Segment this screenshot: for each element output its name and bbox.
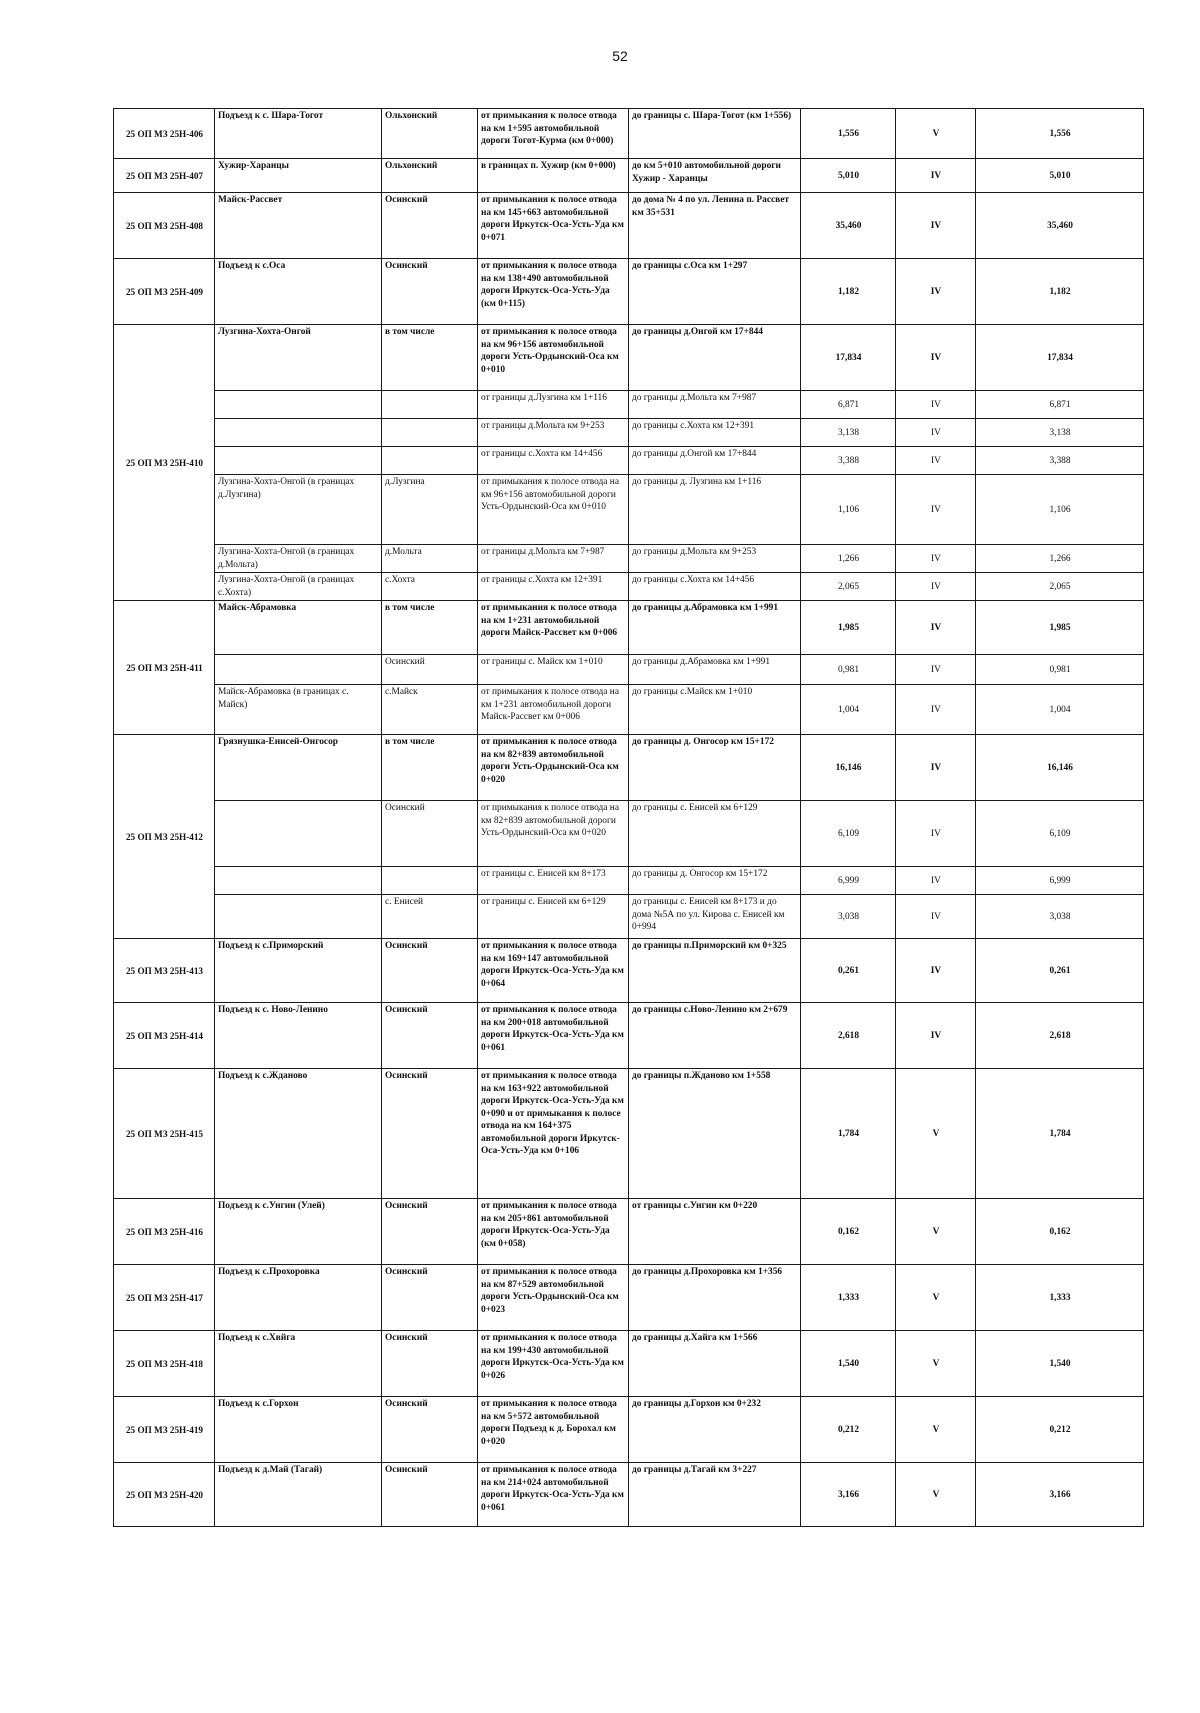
table-row [114, 895, 1144, 939]
length-km: 1,556 [801, 109, 896, 159]
category: V [896, 109, 976, 159]
category: IV [896, 601, 976, 655]
area: Осинский [382, 1003, 478, 1069]
from-point: от границы д.Мольта км 9+253 [478, 419, 629, 447]
total-length-km: 3,388 [976, 447, 1144, 475]
from-point: от границы с.Хохта км 12+391 [478, 573, 629, 601]
from-point: от примыкания к полосе отвода на км 138+490 автомобильной дороги Иркутск-Оса-Усть-Уда (км 0+115) [478, 259, 629, 325]
category: V [896, 1331, 976, 1397]
road-name [215, 655, 382, 685]
total-length-km: 1,556 [976, 109, 1144, 159]
length-km: 1,784 [801, 1069, 896, 1199]
total-length-km: 35,460 [976, 193, 1144, 259]
from-point: от примыкания к полосе отвода на км 87+529 автомобильной дороги Усть-Ордынский-Оса км 0+023 [478, 1265, 629, 1331]
category: IV [896, 545, 976, 573]
to-point: до км 5+010 автомобильной дороги Хужир - Харанцы [629, 159, 801, 193]
road-code: 25 ОП МЗ 25Н-419 [114, 1397, 215, 1463]
category: IV [896, 867, 976, 895]
length-km: 3,166 [801, 1463, 896, 1527]
from-point: от примыкания к полосе отвода на км 200+018 автомобильной дороги Иркутск-Оса-Усть-Уда км 0+061 [478, 1003, 629, 1069]
table-row [114, 1331, 1144, 1397]
to-point: до границы с. Енисей км 6+129 [629, 801, 801, 867]
total-length-km: 6,871 [976, 391, 1144, 419]
table-row [114, 1199, 1144, 1265]
area: с. Енисей [382, 895, 478, 939]
table-row [114, 159, 1144, 193]
length-km: 6,999 [801, 867, 896, 895]
road-name: Грязнушка-Енисей-Онгосор [215, 735, 382, 801]
total-length-km: 0,162 [976, 1199, 1144, 1265]
total-length-km: 0,981 [976, 655, 1144, 685]
table-row [114, 601, 1144, 655]
road-name: Подъезд к с.Оса [215, 259, 382, 325]
road-name: Подъезд к с. Шара-Тогот [215, 109, 382, 159]
total-length-km: 1,985 [976, 601, 1144, 655]
road-name [215, 895, 382, 939]
category: IV [896, 939, 976, 1003]
total-length-km: 17,834 [976, 325, 1144, 391]
length-km: 0,261 [801, 939, 896, 1003]
total-length-km: 6,999 [976, 867, 1144, 895]
table-row [114, 1397, 1144, 1463]
category: V [896, 1463, 976, 1527]
from-point: от примыкания к полосе отвода на км 145+663 автомобильной дороги Иркутск-Оса-Усть-Уда км 0+071 [478, 193, 629, 259]
from-point: в границах п. Хужир (км 0+000) [478, 159, 629, 193]
table-row [114, 325, 1144, 391]
page-number: 52 [612, 48, 628, 64]
category: IV [896, 685, 976, 735]
table-body [114, 109, 1144, 1527]
from-point: от границы с. Енисей км 6+129 [478, 895, 629, 939]
table-row [114, 1265, 1144, 1331]
to-point: до границы д. Онгосор км 15+172 [629, 867, 801, 895]
area: Осинский [382, 193, 478, 259]
length-km: 1,540 [801, 1331, 896, 1397]
road-name: Лузгина-Хохта-Онгой (в границах д.Мольта) [215, 545, 382, 573]
total-length-km: 3,138 [976, 419, 1144, 447]
total-length-km: 6,109 [976, 801, 1144, 867]
road-name: Подъезд к с. Ново-Ленино [215, 1003, 382, 1069]
area: Осинский [382, 939, 478, 1003]
from-point: от примыкания к полосе отвода на км 1+595 автомобильной дороги Тогот-Курма (км 0+000) [478, 109, 629, 159]
table-row [114, 573, 1144, 601]
total-length-km: 1,540 [976, 1331, 1144, 1397]
area: в том числе [382, 325, 478, 391]
road-name: Подъезд к с.Прохоровка [215, 1265, 382, 1331]
category: V [896, 1265, 976, 1331]
total-length-km: 1,106 [976, 475, 1144, 545]
length-km: 1,004 [801, 685, 896, 735]
area: Осинский [382, 801, 478, 867]
length-km: 16,146 [801, 735, 896, 801]
table-row [114, 545, 1144, 573]
area: Осинский [382, 259, 478, 325]
table-row [114, 391, 1144, 419]
category: IV [896, 419, 976, 447]
road-name: Майск-Абрамовка (в границах с. Майск) [215, 685, 382, 735]
to-point: до границы с.Ново-Ленино км 2+679 [629, 1003, 801, 1069]
area: Осинский [382, 1265, 478, 1331]
to-point: до границы д.Мольта км 9+253 [629, 545, 801, 573]
to-point: до границы с.Оса км 1+297 [629, 259, 801, 325]
category: IV [896, 391, 976, 419]
length-km: 2,618 [801, 1003, 896, 1069]
area: Осинский [382, 1199, 478, 1265]
total-length-km: 1,004 [976, 685, 1144, 735]
category: V [896, 1397, 976, 1463]
from-point: от примыкания к полосе отвода на км 1+231 автомобильной дороги Майск-Рассвет км 0+006 [478, 601, 629, 655]
length-km: 6,109 [801, 801, 896, 867]
total-length-km: 5,010 [976, 159, 1144, 193]
length-km: 0,212 [801, 1397, 896, 1463]
road-name: Подъезд к с.Приморский [215, 939, 382, 1003]
table-row [114, 109, 1144, 159]
table-row [114, 1069, 1144, 1199]
road-code: 25 ОП МЗ 25Н-415 [114, 1069, 215, 1199]
category: IV [896, 735, 976, 801]
area: в том числе [382, 601, 478, 655]
road-name [215, 391, 382, 419]
length-km: 0,981 [801, 655, 896, 685]
to-point: до границы с.Хохта км 14+456 [629, 573, 801, 601]
road-code: 25 ОП МЗ 25Н-407 [114, 159, 215, 193]
category: IV [896, 895, 976, 939]
total-length-km: 16,146 [976, 735, 1144, 801]
road-register-table [113, 108, 1144, 1527]
to-point: до границы д.Горхон км 0+232 [629, 1397, 801, 1463]
road-code: 25 ОП МЗ 25Н-408 [114, 193, 215, 259]
category: IV [896, 573, 976, 601]
table-row [114, 801, 1144, 867]
category: IV [896, 447, 976, 475]
road-name [215, 801, 382, 867]
table-row [114, 1003, 1144, 1069]
road-code: 25 ОП МЗ 25Н-412 [114, 735, 215, 939]
to-point: до границы д.Абрамовка км 1+991 [629, 655, 801, 685]
category: IV [896, 259, 976, 325]
total-length-km: 0,212 [976, 1397, 1144, 1463]
to-point: до границы п.Приморский км 0+325 [629, 939, 801, 1003]
road-name [215, 419, 382, 447]
length-km: 3,388 [801, 447, 896, 475]
road-code: 25 ОП МЗ 25Н-413 [114, 939, 215, 1003]
road-name: Майск-Абрамовка [215, 601, 382, 655]
from-point: от границы с.Хохта км 14+456 [478, 447, 629, 475]
from-point: от границы с. Майск км 1+010 [478, 655, 629, 685]
table-row [114, 685, 1144, 735]
total-length-km: 1,333 [976, 1265, 1144, 1331]
from-point: от примыкания к полосе отвода на км 1+231 автомобильной дороги Майск-Рассвет км 0+006 [478, 685, 629, 735]
table-row [114, 735, 1144, 801]
road-code: 25 ОП МЗ 25Н-409 [114, 259, 215, 325]
length-km: 3,038 [801, 895, 896, 939]
from-point: от примыкания к полосе отвода на км 205+861 автомобильной дороги Иркутск-Оса-Усть-Уда (км 0+058) [478, 1199, 629, 1265]
to-point: до границы д.Хайга км 1+566 [629, 1331, 801, 1397]
category: IV [896, 1003, 976, 1069]
area [382, 391, 478, 419]
area: Осинский [382, 1463, 478, 1527]
from-point: от границы д.Лузгина км 1+116 [478, 391, 629, 419]
road-code: 25 ОП МЗ 25Н-417 [114, 1265, 215, 1331]
length-km: 1,266 [801, 545, 896, 573]
to-point: до дома № 4 по ул. Ленина п. Рассвет км 35+531 [629, 193, 801, 259]
from-point: от примыкания к полосе отвода на км 82+839 автомобильной дороги Усть-Ордынский-Оса км 0+020 [478, 801, 629, 867]
table-row [114, 867, 1144, 895]
total-length-km: 2,618 [976, 1003, 1144, 1069]
from-point: от примыкания к полосе отвода на км 96+156 автомобильной дороги Усть-Ордынский-Оса км 0+010 [478, 475, 629, 545]
road-name [215, 867, 382, 895]
area: Ольхонский [382, 159, 478, 193]
to-point: до границы с. Енисей км 8+173 и до дома №5А по ул. Кирова с. Енисей км 0+994 [629, 895, 801, 939]
area: д.Мольта [382, 545, 478, 573]
category: IV [896, 159, 976, 193]
length-km: 1,985 [801, 601, 896, 655]
to-point: до границы с.Хохта км 12+391 [629, 419, 801, 447]
to-point: до границы д.Абрамовка км 1+991 [629, 601, 801, 655]
length-km: 35,460 [801, 193, 896, 259]
road-code: 25 ОП МЗ 25Н-414 [114, 1003, 215, 1069]
total-length-km: 1,784 [976, 1069, 1144, 1199]
table-row [114, 655, 1144, 685]
length-km: 3,138 [801, 419, 896, 447]
length-km: 0,162 [801, 1199, 896, 1265]
table-row [114, 259, 1144, 325]
road-name: Подъезд к д.Май (Тагай) [215, 1463, 382, 1527]
category: IV [896, 655, 976, 685]
to-point: до границы д.Тагай км 3+227 [629, 1463, 801, 1527]
table-row [114, 447, 1144, 475]
length-km: 17,834 [801, 325, 896, 391]
area: Осинский [382, 655, 478, 685]
road-name: Лузгина-Хохта-Онгой [215, 325, 382, 391]
length-km: 1,333 [801, 1265, 896, 1331]
from-point: от примыкания к полосе отвода на км 82+839 автомобильной дороги Усть-Ордынский-Оса км 0+020 [478, 735, 629, 801]
table-row [114, 939, 1144, 1003]
length-km: 1,106 [801, 475, 896, 545]
area: Осинский [382, 1331, 478, 1397]
road-name: Подъезд к с.Жданово [215, 1069, 382, 1199]
category: V [896, 1199, 976, 1265]
road-name: Хужир-Харанцы [215, 159, 382, 193]
area: в том числе [382, 735, 478, 801]
road-name: Подъезд к с.Унгин (Улей) [215, 1199, 382, 1265]
road-name: Лузгина-Хохта-Онгой (в границах с.Хохта) [215, 573, 382, 601]
length-km: 2,065 [801, 573, 896, 601]
category: V [896, 1069, 976, 1199]
area: с.Хохта [382, 573, 478, 601]
total-length-km: 2,065 [976, 573, 1144, 601]
length-km: 5,010 [801, 159, 896, 193]
area [382, 867, 478, 895]
area [382, 447, 478, 475]
from-point: от границы д.Мольта км 7+987 [478, 545, 629, 573]
to-point: до границы д. Лузгина км 1+116 [629, 475, 801, 545]
to-point: до границы д.Онгой км 17+844 [629, 325, 801, 391]
road-code: 25 ОП МЗ 25Н-411 [114, 601, 215, 735]
category: IV [896, 475, 976, 545]
to-point: до границы д. Онгосор км 15+172 [629, 735, 801, 801]
to-point: до границы с. Шара-Тогот (км 1+556) [629, 109, 801, 159]
from-point: от примыкания к полосе отвода на км 5+572 автомобильной дороги Подъезд к д. Бороxал км 0+020 [478, 1397, 629, 1463]
total-length-km: 1,182 [976, 259, 1144, 325]
road-code: 25 ОП МЗ 25Н-416 [114, 1199, 215, 1265]
table-row [114, 1463, 1144, 1527]
road-name: Майск-Рассвет [215, 193, 382, 259]
total-length-km: 1,266 [976, 545, 1144, 573]
to-point: до границы п.Жданово км 1+558 [629, 1069, 801, 1199]
from-point: от границы с. Енисей км 8+173 [478, 867, 629, 895]
road-name: Подъезд к с.Хвйга [215, 1331, 382, 1397]
from-point: от примыкания к полосе отвода на км 199+430 автомобильной дороги Иркутск-Оса-Усть-Уда км 0+026 [478, 1331, 629, 1397]
road-name: Лузгина-Хохта-Онгой (в границах д.Лузгина) [215, 475, 382, 545]
from-point: от примыкания к полосе отвода на км 214+024 автомобильной дороги Иркутск-Оса-Усть-Уда км 0+061 [478, 1463, 629, 1527]
from-point: от примыкания к полосе отвода на км 96+156 автомобильной дороги Усть-Ордынский-Оса км 0+010 [478, 325, 629, 391]
from-point: от примыкания к полосе отвода на км 163+922 автомобильной дороги Иркутск-Оса-Усть-Уда км 0+090 и от примыкания к полосе отвода на км 164+375 автомобильной дороги Иркутск-Оса-Усть-Уда км 0+106 [478, 1069, 629, 1199]
to-point: до границы с.Майск км 1+010 [629, 685, 801, 735]
road-name [215, 447, 382, 475]
area: с.Майск [382, 685, 478, 735]
area: Осинский [382, 1069, 478, 1199]
total-length-km: 3,166 [976, 1463, 1144, 1527]
road-code: 25 ОП МЗ 25Н-410 [114, 325, 215, 601]
category: IV [896, 801, 976, 867]
category: IV [896, 325, 976, 391]
road-code: 25 ОП МЗ 25Н-406 [114, 109, 215, 159]
from-point: от примыкания к полосе отвода на км 169+147 автомобильной дороги Иркутск-Оса-Усть-Уда км 0+064 [478, 939, 629, 1003]
length-km: 6,871 [801, 391, 896, 419]
table-row [114, 193, 1144, 259]
area: Осинский [382, 1397, 478, 1463]
road-code: 25 ОП МЗ 25Н-418 [114, 1331, 215, 1397]
category: IV [896, 193, 976, 259]
table-row [114, 419, 1144, 447]
table-row [114, 475, 1144, 545]
area: д.Лузгина [382, 475, 478, 545]
to-point: от границы с.Унгин км 0+220 [629, 1199, 801, 1265]
total-length-km: 0,261 [976, 939, 1144, 1003]
to-point: до границы д.Мольта км 7+987 [629, 391, 801, 419]
area: Ольхонский [382, 109, 478, 159]
road-code: 25 ОП МЗ 25Н-420 [114, 1463, 215, 1527]
to-point: до границы д.Онгой км 17+844 [629, 447, 801, 475]
area [382, 419, 478, 447]
road-name: Подъезд к с.Горхон [215, 1397, 382, 1463]
length-km: 1,182 [801, 259, 896, 325]
to-point: до границы д.Прохоровка км 1+356 [629, 1265, 801, 1331]
total-length-km: 3,038 [976, 895, 1144, 939]
